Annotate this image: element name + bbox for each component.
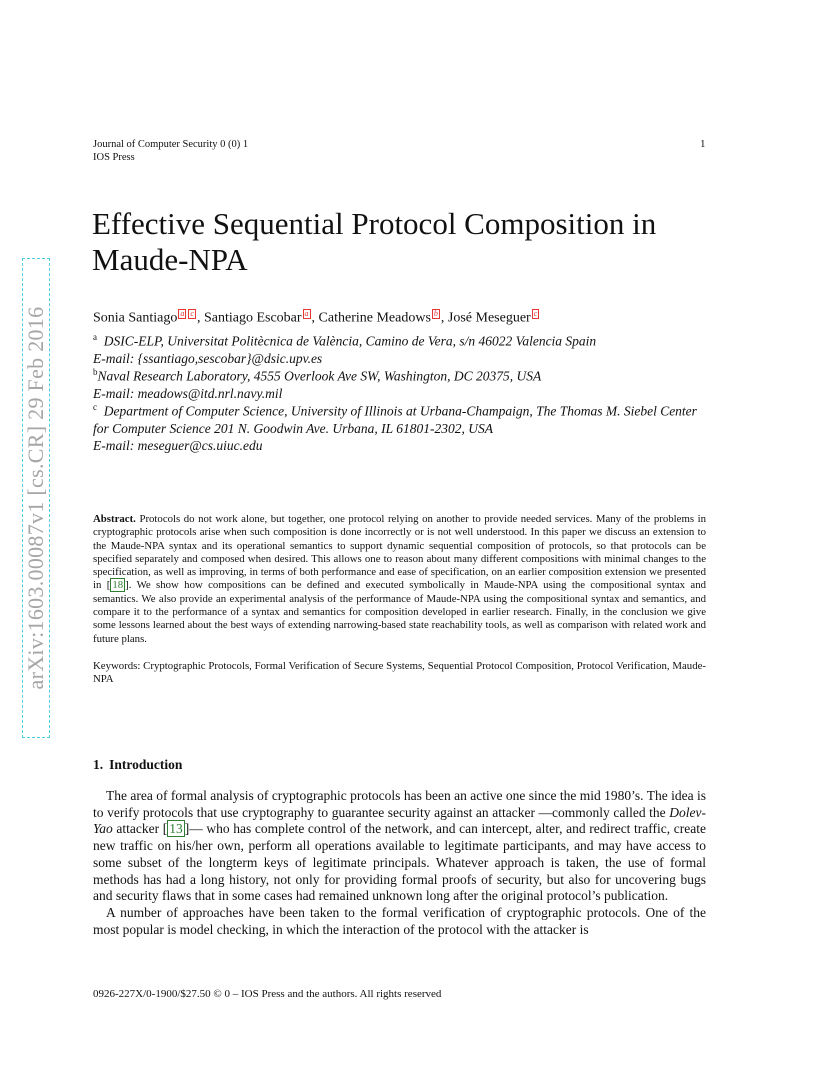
section-heading (93, 757, 182, 773)
affiliation-link[interactable]: a (180, 309, 185, 318)
copyright-footer: 0926-227X/0-1900/$27.50 © 0 – IOS Press and the authors. All rights reserved (93, 988, 442, 1000)
affiliation-b: $^b$Naval Research Laboratory, 4555 Overlook Ave SW, Washington, DC 20375, USA E-mail: meadows@itd.nrl.navy.mil (93, 364, 713, 402)
affiliation-email: E-mail: {ssantiago,sescobar}@dsic.upv.es (93, 350, 323, 366)
affiliation-link[interactable]: b (433, 309, 438, 318)
affiliation-text: Department of Computer Science, University of Illinois at Urbana-Champaign, The Thomas M. Siebel Center for Computer Science 201 N. Goodwin Ave. Urbana, IL 61801-2302, USA (93, 403, 697, 436)
section-title: Introduction (109, 757, 183, 772)
journal-name: Journal of Computer Security 0 (0) 1 (93, 139, 249, 150)
citation-link[interactable]: 18 (112, 579, 124, 592)
arxiv-id: arXiv:1603.00087v1 [cs.CR] 29 Feb 2016 (23, 306, 48, 690)
abstract: Abstract. Protocols do not work alone, but together, one protocol relying on another to provide needed services. Many of the problems in cryptographic protocols arise when such composition is done incorrectly or is not well understood. In this paper we discuss an extension to the Maude-NPA syntax and its operational semantics to support dynamic sequential composition of protocols, so that protocols can be specified separately and composed when desired. This allows one to reason about many different compositions with minimal changes to the specification, as well as improving, in terms of both performance and ease of specification, on an earlier composition extension we presented in [ 18 ]. We show how compositions can be defined and executed symbolically in Maude-NPA using the compositional syntax and semantics. We also provide an experimental analysis of the performance of Maude-NPA using the compositional syntax and semantics, and compare it to the performance of a syntax and semantics for composition developed in earlier research. Finally, in the conclusion we give some lessons learned about the best ways of extending narrowing-based state reachability tools, as well as comparison with related work and future plans. (93, 513, 706, 645)
affiliation-link[interactable]: a (304, 309, 309, 318)
author-name: José Meseguer (447, 310, 531, 326)
keywords: Keywords: Cryptographic Protocols, Formal Verification of Secure Systems, Sequential Protocol Composition, Protocol Verification, Maude-NPA (93, 660, 706, 686)
affiliation-a: $^a$ DSIC-ELP, Universitat Politècnica de València, Camino de Vera, s/n 46022 Valencia Spain E-mail: {ssantiago,sescobar}@dsic.upv.es (93, 329, 713, 367)
citation-link[interactable]: 13 (169, 821, 183, 837)
affiliation-email: E-mail: meadows@itd.nrl.navy.mil (93, 385, 283, 401)
paragraph: A number of approaches have been taken to the formal verification of cryptographic protocols. One of the most popular is model checking, in which the interaction of the protocol with the attacker is (93, 904, 706, 937)
publisher-name: IOS Press (93, 152, 135, 163)
page-number: 1 (700, 138, 706, 150)
section-number: 1. (93, 757, 104, 772)
journal-header (93, 138, 248, 164)
author-name: Sonia Santiago (93, 310, 178, 326)
affiliation-text: DSIC-ELP, Universitat Politècnica de València, Camino de Vera, s/n 46022 Valencia Spain (103, 333, 597, 349)
paper-title: Effective Sequential Protocol Composition in Maude-NPA (92, 206, 657, 277)
affiliation-link[interactable]: c (190, 309, 194, 318)
affiliation-email: E-mail: meseguer@cs.uiuc.edu (93, 437, 263, 453)
author-list: Sonia Santiago a c , Santiago Escobar a , Catherine Meadows b , José Meseguer c (93, 309, 538, 326)
paragraph: The area of formal analysis of cryptographic protocols has been an active one since the mid 1980’s. The idea is to verify protocols that use cryptography to guarantee security against an attacker —commonly called the Dolev-Yao attacker [ 13 ]— who has complete control of the network, and can intercept, alter, and redirect traffic, create new traffic on his/her own, perform all operations available to legitimate participants, and may have access to some subset of the longterm keys of legitimate principals. Whatever approach is taken, the use of formal methods has had a long history, not only for providing formal proofs of security, but also for uncovering bugs and security flaws that in some cases had remained unknown long after the original protocol’s publication. (93, 788, 706, 904)
affiliation-link[interactable]: c (533, 309, 538, 318)
arxiv-stamp[interactable] (22, 258, 50, 738)
author-name: Santiago Escobar (203, 310, 302, 326)
abstract-label: Abstract. (93, 513, 136, 525)
affiliation-c: $^c$ Department of Computer Science, University of Illinois at Urbana-Champaign, The Thomas M. Siebel Center for Computer Science 201 N. Goodwin Ave. Urbana, IL 61801-2302, USA E-mail: meseguer@cs.uiuc.edu (93, 399, 713, 454)
body-text (93, 788, 706, 938)
author-name: Catherine Meadows (318, 310, 431, 326)
affiliation-text: Naval Research Laboratory, 4555 Overlook Ave SW, Washington, DC 20375, USA (97, 368, 542, 384)
